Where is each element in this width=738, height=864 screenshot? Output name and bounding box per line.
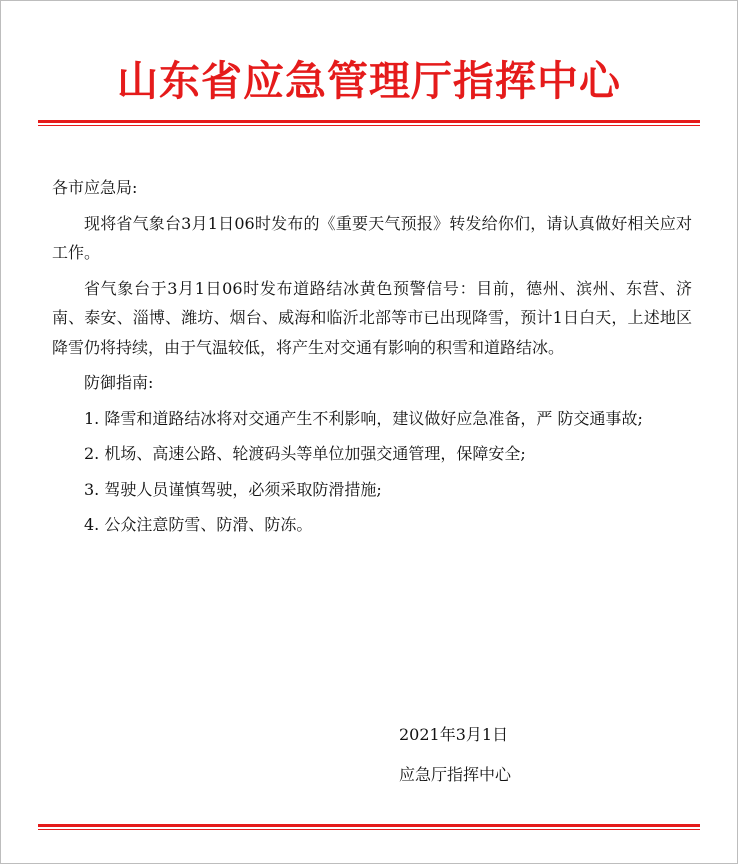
signature-block: [399, 715, 511, 795]
warning-paragraph: 省气象台于3月1日06时发布道路结冰黄色预警信号：目前，德州、滨州、东营、济南、泰安、淄博、潍坊、烟台、威海和临沂北部等市已出现降雪，预计1日白天，上述地区降雪仍将持续，由于气温较低，将产生对交通有影响的积雪和道路结冰。: [52, 278, 692, 357]
issue-date: 2021年3月1日: [399, 725, 509, 744]
salutation: 各市应急局:: [52, 178, 138, 197]
header-divider: [38, 120, 700, 126]
page-title: 山东省应急管理厅指挥中心: [117, 57, 621, 105]
guide-heading: 防御指南:: [84, 373, 154, 392]
sender-name: 应急厅指挥中心: [399, 765, 512, 784]
intro-paragraph: 现将省气象台3月1日06时发布的《重要天气预报》转发给你们，请认真做好相关应对工作。: [52, 213, 692, 262]
footer-divider: [38, 824, 700, 830]
guide-item: 1. 降雪和道路结冰将对交通产生不利影响，建议做好应急准备，严 防交通事故;: [84, 408, 643, 428]
guide-item: 2. 机场、高速公路、轮渡码头等单位加强交通管理，保障安全;: [84, 444, 526, 463]
letter-body: [52, 173, 692, 546]
header-divider-thin-line: [38, 125, 700, 126]
guide-item: 4. 公众注意防雪、防滑、防冻。: [84, 515, 313, 534]
footer-divider-thin-line: [38, 829, 700, 830]
guide-item: 3. 驾驶人员谨慎驾驶，必须采取防滑措施;: [84, 479, 382, 499]
